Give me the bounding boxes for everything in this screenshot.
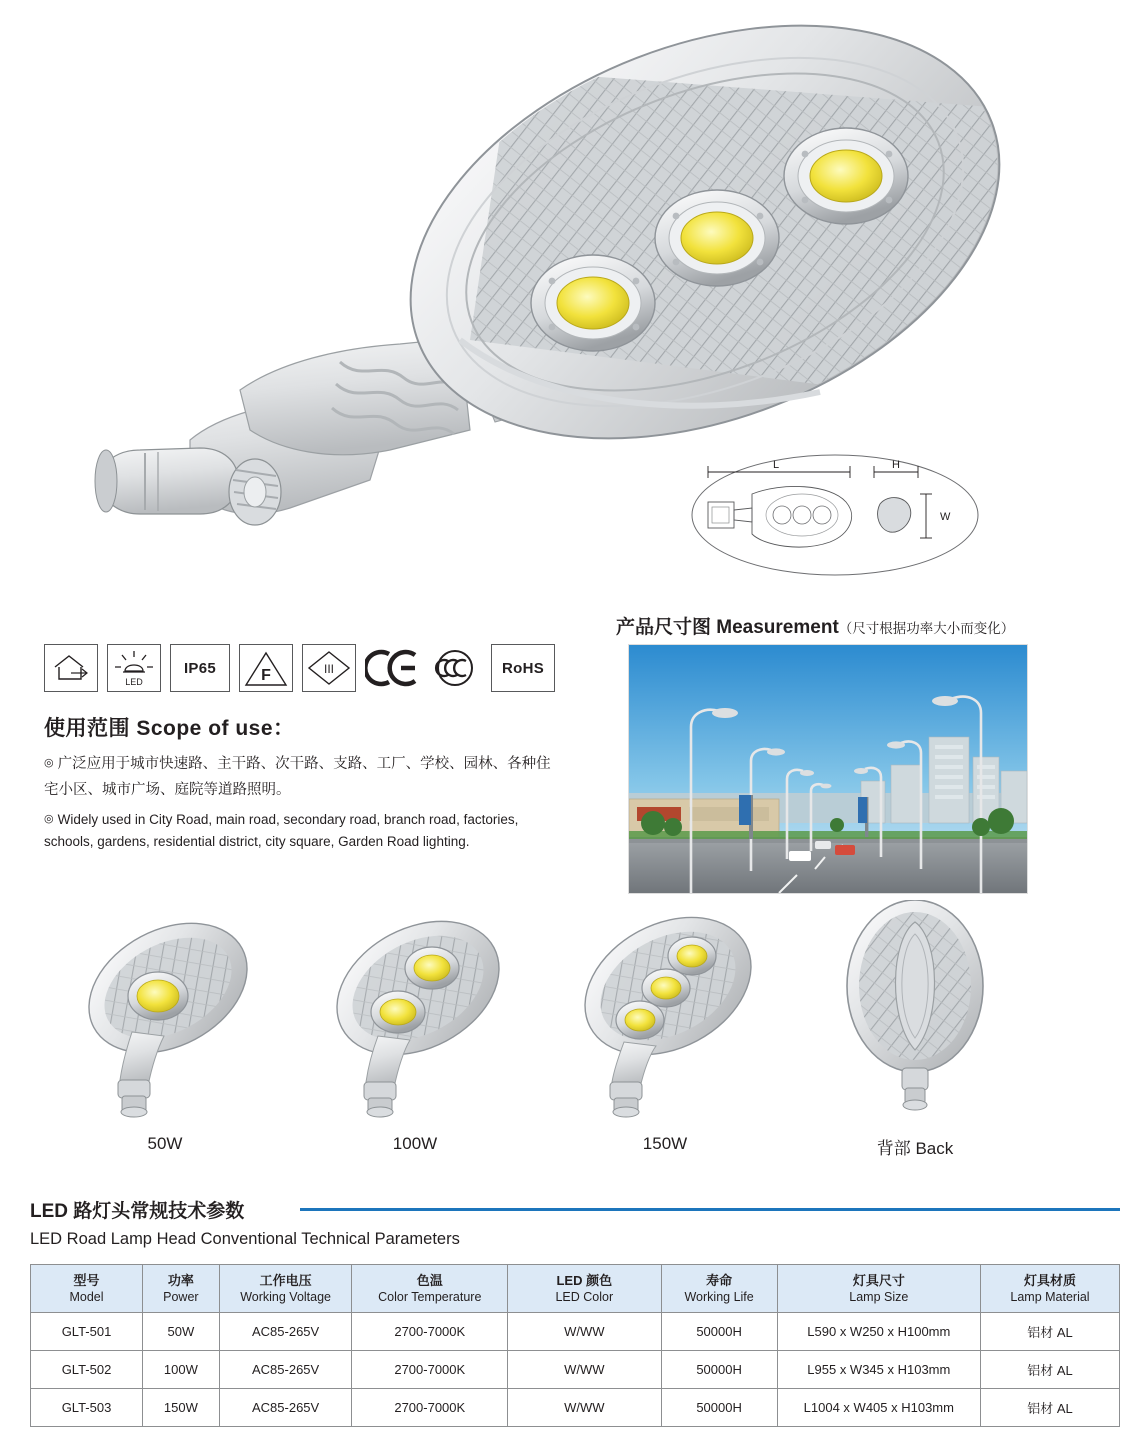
bullet-icon: ◎ bbox=[44, 757, 54, 769]
led-module-3 bbox=[784, 128, 908, 224]
table-row bbox=[31, 1351, 1120, 1389]
column-header-size bbox=[777, 1265, 980, 1313]
variant-150w-caption: 150W bbox=[642, 1134, 688, 1153]
side-view bbox=[878, 494, 951, 538]
cell-model: GLT-502 bbox=[31, 1351, 143, 1389]
column-header-temperature-cn: 色温 bbox=[416, 1272, 443, 1288]
column-header-power-cn: 功率 bbox=[167, 1272, 194, 1288]
column-header-color bbox=[508, 1265, 661, 1313]
variant-150w bbox=[540, 900, 790, 1154]
svg-text:H: H bbox=[892, 459, 900, 471]
column-header-temperature-en: Color Temperature bbox=[378, 1289, 482, 1304]
parameters-heading-en: LED Road Lamp Head Conventional Technical Parameters bbox=[30, 1230, 460, 1248]
house-indoor-outdoor-icon bbox=[44, 644, 98, 692]
ccc-mark-icon bbox=[428, 644, 482, 692]
certification-badges bbox=[44, 644, 555, 692]
cell-material: 铝材 AL bbox=[980, 1313, 1119, 1351]
ce-mark-icon bbox=[365, 644, 419, 692]
column-header-model bbox=[31, 1265, 143, 1313]
dimension-height bbox=[874, 459, 918, 478]
variant-50w bbox=[40, 900, 290, 1154]
cell-power: 50W bbox=[143, 1313, 220, 1351]
column-header-power bbox=[143, 1265, 220, 1313]
cell-voltage: AC85-265V bbox=[219, 1351, 352, 1389]
cell-life: 50000H bbox=[661, 1351, 777, 1389]
dimension-length bbox=[708, 459, 850, 478]
variant-50w-image bbox=[40, 900, 290, 1125]
cell-material: 铝材 AL bbox=[980, 1351, 1119, 1389]
column-header-power-en: Power bbox=[163, 1289, 199, 1304]
column-header-color-en: LED Color bbox=[555, 1289, 614, 1304]
column-header-voltage bbox=[219, 1265, 352, 1313]
cell-size: L955 x W345 x H103mm bbox=[777, 1351, 980, 1389]
cell-life: 50000H bbox=[661, 1389, 777, 1427]
scope-text-cn bbox=[44, 750, 564, 803]
column-header-color-cn: LED 颜色 bbox=[556, 1272, 613, 1288]
dimension-drawing bbox=[690, 450, 980, 580]
cell-size: L590 x W250 x H100mm bbox=[777, 1313, 980, 1351]
led-module-2 bbox=[655, 190, 779, 286]
cell-material: 铝材 AL bbox=[980, 1389, 1119, 1427]
table-row bbox=[31, 1313, 1120, 1351]
scope-heading: 使用范围 Scope of use： bbox=[44, 717, 295, 740]
column-header-material-cn: 灯具材质 bbox=[1023, 1272, 1076, 1288]
measurement-title-note: （尺寸根据功率大小而变化） bbox=[838, 621, 1015, 636]
column-header-voltage-cn: 工作电压 bbox=[259, 1272, 312, 1288]
cell-color: W/WW bbox=[508, 1313, 661, 1351]
column-header-life-en: Working Life bbox=[684, 1289, 754, 1304]
cell-size: L1004 x W405 x H103mm bbox=[777, 1389, 980, 1427]
led-module-1 bbox=[531, 255, 655, 351]
variant-150w-image bbox=[540, 900, 790, 1125]
specifications-table bbox=[30, 1264, 1120, 1427]
parameters-heading-cn: LED 路灯头常规技术参数 bbox=[30, 1201, 245, 1222]
cell-temperature: 2700-7000K bbox=[352, 1389, 508, 1427]
column-header-model-cn: 型号 bbox=[73, 1272, 100, 1288]
cell-model: GLT-501 bbox=[31, 1313, 143, 1351]
cell-voltage: AC85-265V bbox=[219, 1313, 352, 1351]
variant-back bbox=[790, 900, 1040, 1159]
adjust-knob bbox=[229, 459, 281, 525]
measurement-title-main: 产品尺寸图 Measurement bbox=[616, 617, 839, 638]
measurement-heading bbox=[616, 612, 1014, 639]
top-view bbox=[708, 486, 852, 547]
rohs-label: RoHS bbox=[501, 659, 545, 677]
scope-text-en bbox=[44, 808, 569, 853]
led-lamp-icon bbox=[107, 644, 161, 692]
table-row bbox=[31, 1389, 1120, 1427]
column-header-size-en: Lamp Size bbox=[849, 1289, 909, 1304]
cell-power: 100W bbox=[143, 1351, 220, 1389]
scope-text-en-value: Widely used in City Road, main road, secondary road, branch road, factories, schools, gardens, residential district, city square, Garden Road lighting. bbox=[44, 812, 519, 849]
ip65-rating-badge bbox=[170, 644, 230, 692]
cell-color: W/WW bbox=[508, 1351, 661, 1389]
column-header-model-en: Model bbox=[69, 1289, 104, 1304]
variant-50w-caption: 50W bbox=[147, 1134, 183, 1153]
product-variants bbox=[40, 900, 1050, 1165]
cell-color: W/WW bbox=[508, 1389, 661, 1427]
cell-model: GLT-503 bbox=[31, 1389, 143, 1427]
table-header-row bbox=[31, 1265, 1120, 1313]
variant-100w bbox=[290, 900, 540, 1154]
led-icon-label: LED bbox=[125, 677, 143, 687]
f-mark-label: F bbox=[261, 667, 271, 684]
application-photo bbox=[628, 644, 1028, 894]
svg-text:W: W bbox=[940, 511, 951, 523]
cell-temperature: 2700-7000K bbox=[352, 1351, 508, 1389]
cell-power: 150W bbox=[143, 1389, 220, 1427]
ip65-label: IP65 bbox=[183, 659, 217, 677]
column-header-material bbox=[980, 1265, 1119, 1313]
column-header-material-en: Lamp Material bbox=[1010, 1289, 1090, 1304]
rohs-mark-icon bbox=[491, 644, 555, 692]
class-three-label: III bbox=[323, 662, 335, 676]
bullet-icon: ◎ bbox=[44, 813, 54, 825]
class-three-icon bbox=[302, 644, 356, 692]
heading-rule bbox=[300, 1208, 1120, 1211]
variant-back-image bbox=[790, 900, 1040, 1125]
column-header-size-cn: 灯具尺寸 bbox=[852, 1272, 905, 1288]
column-header-life bbox=[661, 1265, 777, 1313]
lamp-head bbox=[351, 10, 1050, 517]
column-header-voltage-en: Working Voltage bbox=[240, 1289, 331, 1304]
scope-text-cn-value: 广泛应用于城市快速路、主干路、次干路、支路、工厂、学校、园林、各种住宅小区、城市广场、庭院等道路照明。 bbox=[44, 756, 551, 798]
cell-voltage: AC85-265V bbox=[219, 1389, 352, 1427]
f-mark-icon bbox=[239, 644, 293, 692]
variant-100w-caption: 100W bbox=[392, 1134, 438, 1153]
column-header-life-cn: 寿命 bbox=[706, 1272, 733, 1288]
variant-back-caption: 背部 Back bbox=[876, 1139, 954, 1158]
column-header-temperature bbox=[352, 1265, 508, 1313]
variant-100w-image bbox=[290, 900, 540, 1125]
cell-life: 50000H bbox=[661, 1313, 777, 1351]
cell-temperature: 2700-7000K bbox=[352, 1313, 508, 1351]
svg-text:L: L bbox=[772, 459, 780, 471]
